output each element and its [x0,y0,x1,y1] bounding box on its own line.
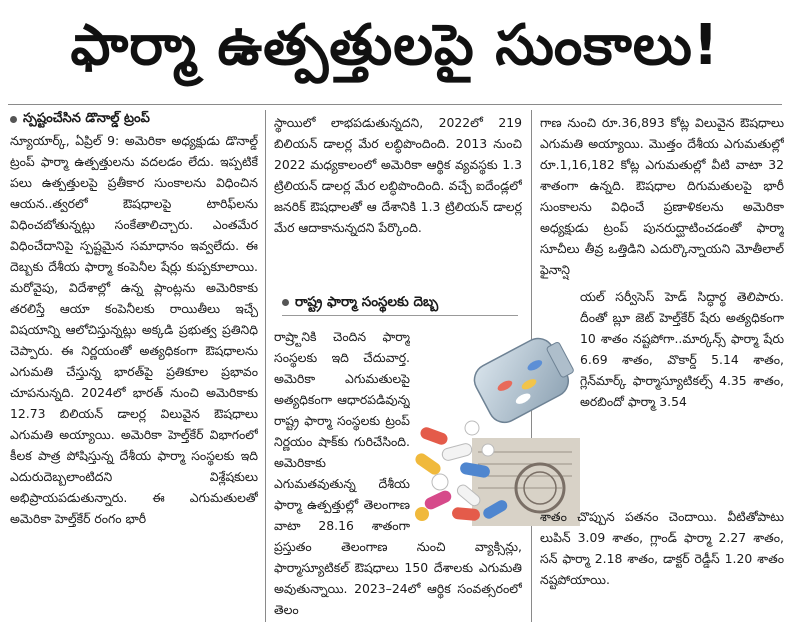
byline-text: స్పష్టంచేసిన డొనాల్డ్ ట్రంప్ [23,111,150,126]
column-2-text: స్థాయిలో లాభపడుతున్నదని, 2022లో 219 బిలియన్ డాలర్ల మేర లబ్ధిపొందింది. 2013 నుంచి 2022 మధ్యకాలంలో అమెరికా ఆర్థిక వ్యవస్థకు 1.3 ట్రిలియన్ డాలర్ల మేర లబ్ధిపొందింది. వచ్చే ఐదేండ్లలో జనరిక్ ఔషధాలతో ఆ దేశానికి 1.3 ట్రిలియన్ డాలర్ల మేర ఆదాకానున్నదని పేర్కొంది. [274,115,522,235]
bullet-icon [10,116,17,123]
subhead-text: రాష్ట్ర ఫార్మా సంస్థలకు దెబ్బ [295,294,439,310]
column-3-bottom-text: శాతం చొప్పున పతనం చెందాయి. వీటితోపాటు లుపిన్ 3.09 శాతం, గ్లాండ్ ఫార్మా 2.27 శాతం, సన్ ఫార్మా 2.18 శాతం, డాక్టర్ రెడ్డీస్ 1.20 శాతం నష్టపోయాయి. [540,509,784,587]
article-column-3-middle [580,286,784,504]
column-3-middle-text: యల్ సర్వీసెస్ హెడ్ సిద్ధార్థ తెలిపారు. దీంతో బ్లూ జెట్ హెల్త్‌కేర్ షేరు అత్యధికంగా 10 శాతం నష్టపోగా..మార్కన్స్ ఫార్మా షేరు 6.69 శాతం, వొకార్డ్ 5.14 శాతం, గ్లెన్‌మార్క్ ఫార్మాస్యూటికల్స్ 4.35 శాతం, అరబిందో ఫార్మా 3.54 [580,289,784,409]
article-column-2 [274,112,522,282]
article-column-2-lower [274,326,410,536]
column-divider-1 [265,110,266,622]
pills-bottle-illustration [412,318,580,526]
headline: ఫార్మా ఉత్పత్తులపై సుంకాలు! [70,12,720,78]
article-column-3-bottom [540,506,784,626]
byline [10,108,258,130]
glass-bottle-icon [469,329,580,428]
bullet-icon [282,299,289,306]
article-column-2-bottom [274,536,522,626]
column-2-lower-text: రాష్ర్టానికి చెందిన ఫార్మా సంస్థలకు ఇది చేదువార్త. అమెరికా ఎగుమతులపై అత్యధికంగా ఆధారపడివున్న రాష్ట్ర ఫార్మా సంస్థలకు ట్రంప్ నిర్ణయం షాక్‌కు గురిచేసింది. అమెరికాకు ఎగుమతవుతున్న దేశీయ ఫార్మా ఉత్పత్తుల్లో తెలంగాణ వాటా 28.16 శాతంగా [274,329,410,533]
section-subhead [282,288,518,316]
article-column-1 [10,108,258,626]
column-3-text: గాణ నుంచి రూ.36,893 కోట్ల విలువైన ఔషధాలు ఎగుమతి అయ్యాయి. మొత్తం దేశీయ ఎగుమతుల్లో రూ.1,16,182 కోట్ల ఎగుమతుల్లో వీటి వాటా 32 శాతంగా ఉన్నది. ఔషధాల దిగుమతులపై భారీ సుంకాలను విధించే ప్రణాళికలను అమెరికా అధ్యక్షుడు ట్రంప్ పునరుద్ఘాటించడంతో ఫార్మా సూచీలు తీవ్ర ఒత్తిడిని ఎదుర్కొన్నాయని మోతీలాల్ ఫైనాన్షి [540,115,784,277]
column-2-bottom-text: ప్రస్తుతం తెలంగాణ నుంచి వ్యాక్సిన్లు, ఫార్మాస్యూటికల్ ఔషధాలు 150 దేశాలకు ఎగుమతి అవుతున్నాయి. 2023–24లో ఆర్థిక సంవత్సరంలో తెలం [274,539,522,617]
pills-illustration-svg [412,318,580,526]
column-1-text: న్యూయార్క్, ఏప్రిల్ 9: అమెరికా అధ్యక్షుడు డొనాల్డ్ ట్రంప్ ఫార్మా ఉత్పత్తులను వదలడం లేదు. ఇప్పటికే పలు ఉత్పత్తులపై ప్రతీకార సుంకాలను విధించిన ఆయన..త్వరలో ఔషధాలపై టారిఫ్‌లను విధించబోతున్నట్లు సంకేతాలిచ్చారు. ఎంతమేర విధించేదానిపై స్పష్టమైన సమాధానం ఇవ్వలేదు. ఈ దెబ్బకు దేశీయ ఫార్మా కంపెనీల షేర్లు కుప్పకూలాయి. మరోవైపు, విదేశాల్లో ఉన్న ప్లాంట్లను అమెరికాకు తరలిస్తే ఆయా కంపెనీలకు రాయితీలు ఇచ్చే విషయాన్ని ఆలోచిస్తున్నట్లు అక్కడి ప్రభుత్వ ప్రతినిధి చెప్పారు. ఈ నిర్ణయంతో అత్యధికంగా ఔషధాలను ఎగుమతి చేస్తున్న భారత్‌పై ప్రతికూల ప్రభావం చూపనున్నది. 2024లో భారత్ నుంచి అమెరికాకు 12.73 బిలియన్ డాలర్ల విలువైన ఔషధాలు ఎగుమతి అయ్యాయి. అమెరికా హెల్త్‌కేర్ విభాగంలో కీలక పాత్ర పోషిస్తున్న దేశీయ ఫార్మా సంస్థలకు ఇది ఎదురుదెబ్బలాంటిదని విశ్లేషకులు అభిప్రాయపడుతున్నారు. ఈ ఎగుమతులతో అమెరికా హెల్త్‌కేర్ రంగం భారీ [10,133,258,526]
headline-divider [8,104,782,105]
